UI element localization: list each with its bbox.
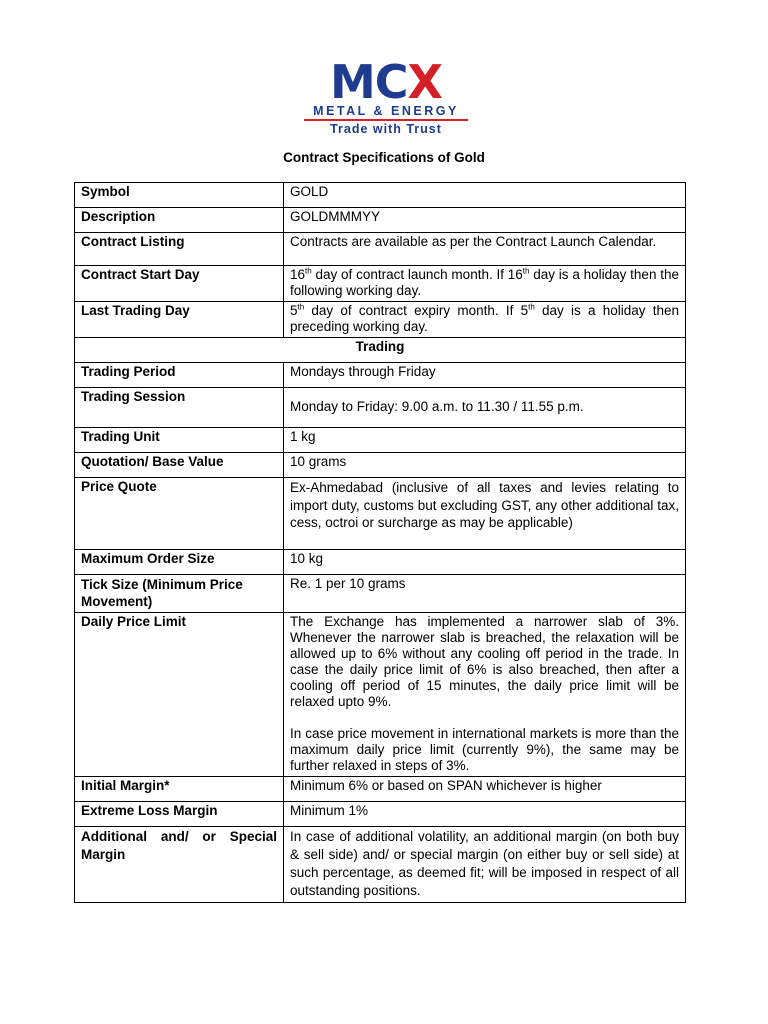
row-label: Contract Listing: [75, 233, 284, 266]
row-label: Contract Start Day: [75, 266, 284, 302]
row-label: Daily Price Limit: [75, 613, 284, 777]
row-value: [284, 302, 686, 338]
logo-tagline-bottom: Trade with Trust: [330, 122, 442, 136]
logo-divider: [304, 119, 468, 121]
row-label: Trading Session: [75, 388, 284, 428]
row-label: Symbol: [75, 183, 284, 208]
table-row: [75, 302, 686, 338]
row-label: Tick Size (Minimum Price Movement): [75, 575, 284, 613]
row-value: GOLDMMMYY: [284, 208, 686, 233]
table-row: [75, 478, 686, 550]
table-row: [75, 613, 686, 777]
ordinal-suffix: th: [522, 266, 530, 276]
table-row: [75, 233, 686, 266]
value-paragraph: The Exchange has implemented a narrower slab of 3%. Whenever the narrower slab is breached, the relaxation will be allowed up to 6% without any cooling off period in the trade. In case the daily price limit of 6% is also breached, then after a cooling off period of 15 minutes, the daily price limit will be relaxed upto 9%.: [290, 614, 679, 709]
document-title: Contract Specifications of Gold: [283, 150, 485, 165]
ordinal-suffix: th: [528, 302, 535, 312]
row-value: Ex-Ahmedabad (inclusive of all taxes and levies relating to import duty, customs but excluding GST, any other additional tax, cess, octroi or surcharge as may be applicable): [284, 478, 686, 550]
row-value: Mondays through Friday: [284, 363, 686, 388]
row-value: Minimum 6% or based on SPAN whichever is higher: [284, 777, 686, 802]
table-row: [75, 827, 686, 903]
row-value: GOLD: [284, 183, 686, 208]
row-value: 1 kg: [284, 428, 686, 453]
table-row: [75, 208, 686, 233]
row-label: Maximum Order Size: [75, 550, 284, 575]
value-text: 5: [290, 303, 298, 318]
value-text: Monday to Friday: 9.00 a.m. to 11.30 / 11.55 p.m.: [290, 399, 584, 414]
table-row: [75, 575, 686, 613]
value-text: day is a holiday then the following working day.: [290, 267, 679, 298]
row-label: Price Quote: [75, 478, 284, 550]
row-value: 10 kg: [284, 550, 686, 575]
value-text: 16: [290, 267, 306, 282]
row-label: Initial Margin*: [75, 777, 284, 802]
row-value: [284, 266, 686, 302]
ordinal-suffix: th: [305, 266, 312, 276]
row-value: In case of additional volatility, an additional margin (on both buy & sell side) and/ or special margin (on either buy or sell side) at such percentage, as deemed fit; will be imposed in respect of all outstanding positions.: [284, 827, 686, 903]
row-value: [284, 388, 686, 428]
table-row: [75, 777, 686, 802]
value-paragraph: In case price movement in international markets is more than the maximum daily price limit (currently 9%), the same may be further relaxed in steps of 3%.: [290, 726, 679, 773]
table-row: [75, 266, 686, 302]
row-value: Re. 1 per 10 grams: [284, 575, 686, 613]
table-row: [75, 550, 686, 575]
mcx-logo: [296, 55, 476, 136]
logo-mark-main: MC: [329, 55, 408, 109]
table-row: [75, 802, 686, 827]
table-row: [75, 428, 686, 453]
table-row: [75, 183, 686, 208]
row-value: [284, 613, 686, 777]
ordinal-suffix: th: [297, 302, 305, 312]
value-text: day of contract expiry month. If 5: [304, 303, 529, 318]
logo-tagline-top: METAL & ENERGY: [313, 104, 459, 118]
row-label: Trading Unit: [75, 428, 284, 453]
table-row: [75, 388, 686, 428]
row-label: Additional and/ or Special Margin: [75, 827, 284, 903]
row-label: Quotation/ Base Value: [75, 453, 284, 478]
table-row: [75, 453, 686, 478]
section-heading: Trading: [75, 338, 686, 363]
value-text: day of contract launch month. If 16: [311, 267, 523, 282]
row-label: Last Trading Day: [75, 302, 284, 338]
row-value: Contracts are available as per the Contract Launch Calendar.: [284, 233, 686, 266]
value-text: day is a holiday then preceding working day.: [290, 303, 679, 334]
row-value: Minimum 1%: [284, 802, 686, 827]
row-label: Trading Period: [75, 363, 284, 388]
specification-table: [74, 182, 686, 903]
paragraph-gap: [290, 710, 679, 726]
row-label: Extreme Loss Margin: [75, 802, 284, 827]
row-label: Description: [75, 208, 284, 233]
logo-mark: [296, 55, 476, 109]
table-row: [75, 338, 686, 363]
table-row: [75, 363, 686, 388]
logo-mark-accent: X: [407, 55, 442, 109]
row-value: 10 grams: [284, 453, 686, 478]
